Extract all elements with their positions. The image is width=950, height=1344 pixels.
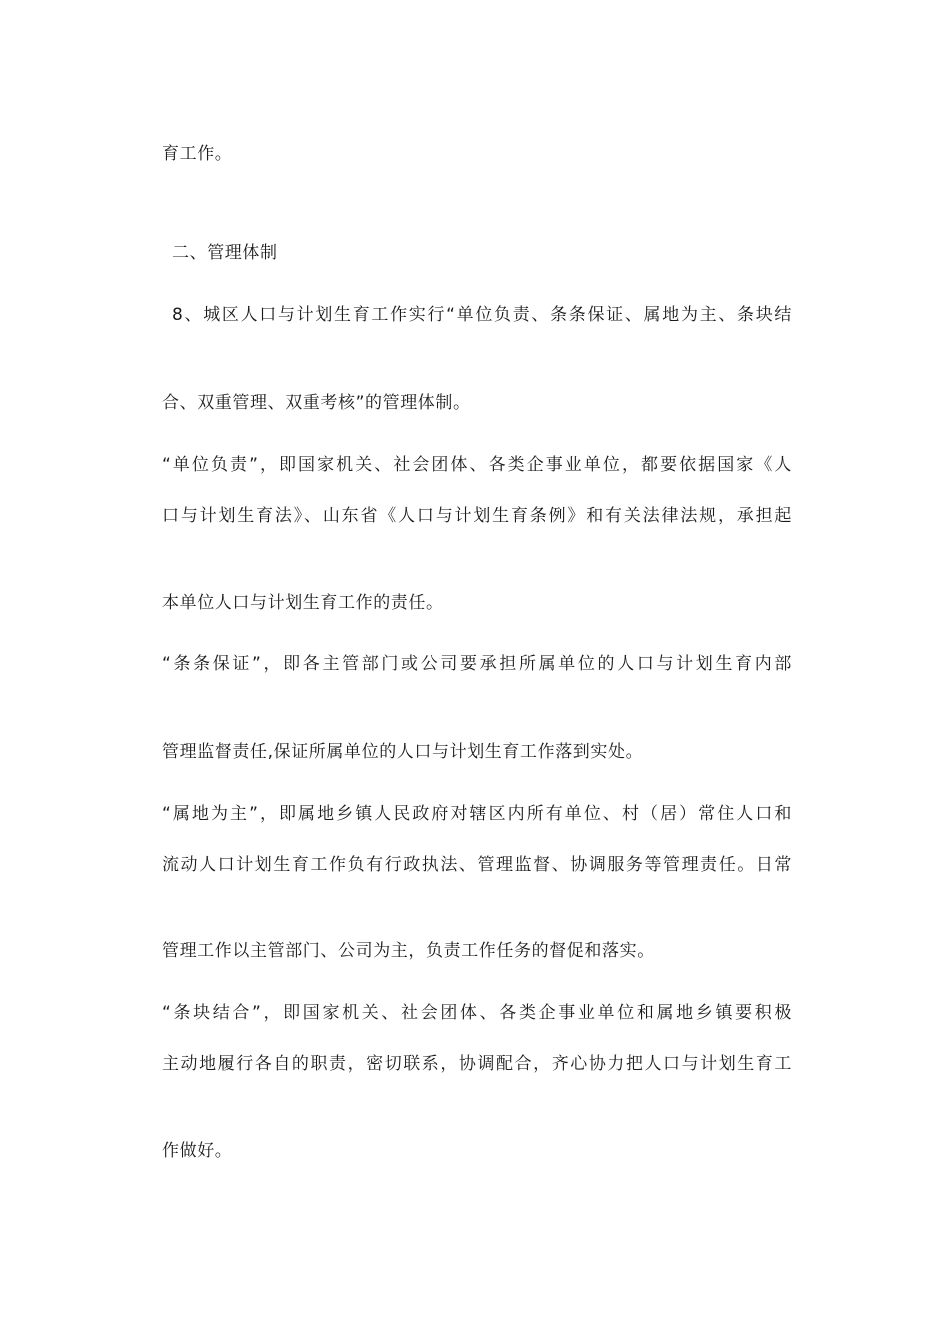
section-heading: 二、管理体制 bbox=[172, 243, 278, 263]
text-line-11: 流动人口计划生育工作负有行政执法、管理监督、协调服务等管理责任。日常 bbox=[162, 855, 792, 875]
text-line-14: 主动地履行各自的职责，密切联系，协调配合，齐心协力把人口与计划生育工 bbox=[162, 1054, 792, 1074]
text-line-12: 管理工作以主管部门、公司为主，负责工作任务的督促和落实。 bbox=[162, 941, 655, 961]
text-line-13: “条块结合”，即国家机关、社会团体、各类企事业单位和属地乡镇要积极 bbox=[162, 1003, 792, 1023]
text-line-7: 本单位人口与计划生育工作的责任。 bbox=[162, 593, 444, 613]
text-line-15: 作做好。 bbox=[162, 1141, 233, 1161]
text-line-4: 合、双重管理、双重考核”的管理体制。 bbox=[162, 393, 471, 413]
text-line-8: “条条保证”，即各主管部门或公司要承担所属单位的人口与计划生育内部 bbox=[162, 654, 792, 674]
text-line-1: 育工作。 bbox=[162, 144, 233, 164]
text-line-9: 管理监督责任,保证所属单位的人口与计划生育工作落到实处。 bbox=[162, 742, 644, 762]
text-line-5: “单位负责”，即国家机关、社会团体、各类企事业单位，都要依据国家《人 bbox=[162, 455, 792, 475]
text-line-10: “属地为主”，即属地乡镇人民政府对辖区内所有单位、村（居）常住人口和 bbox=[162, 804, 792, 824]
text-line-6: 口与计划生育法》、山东省《人口与计划生育条例》和有关法律法规，承担起 bbox=[162, 506, 792, 526]
text-line-3: 8、城区人口与计划生育工作实行“单位负责、条条保证、属地为主、条块结 bbox=[172, 305, 792, 325]
